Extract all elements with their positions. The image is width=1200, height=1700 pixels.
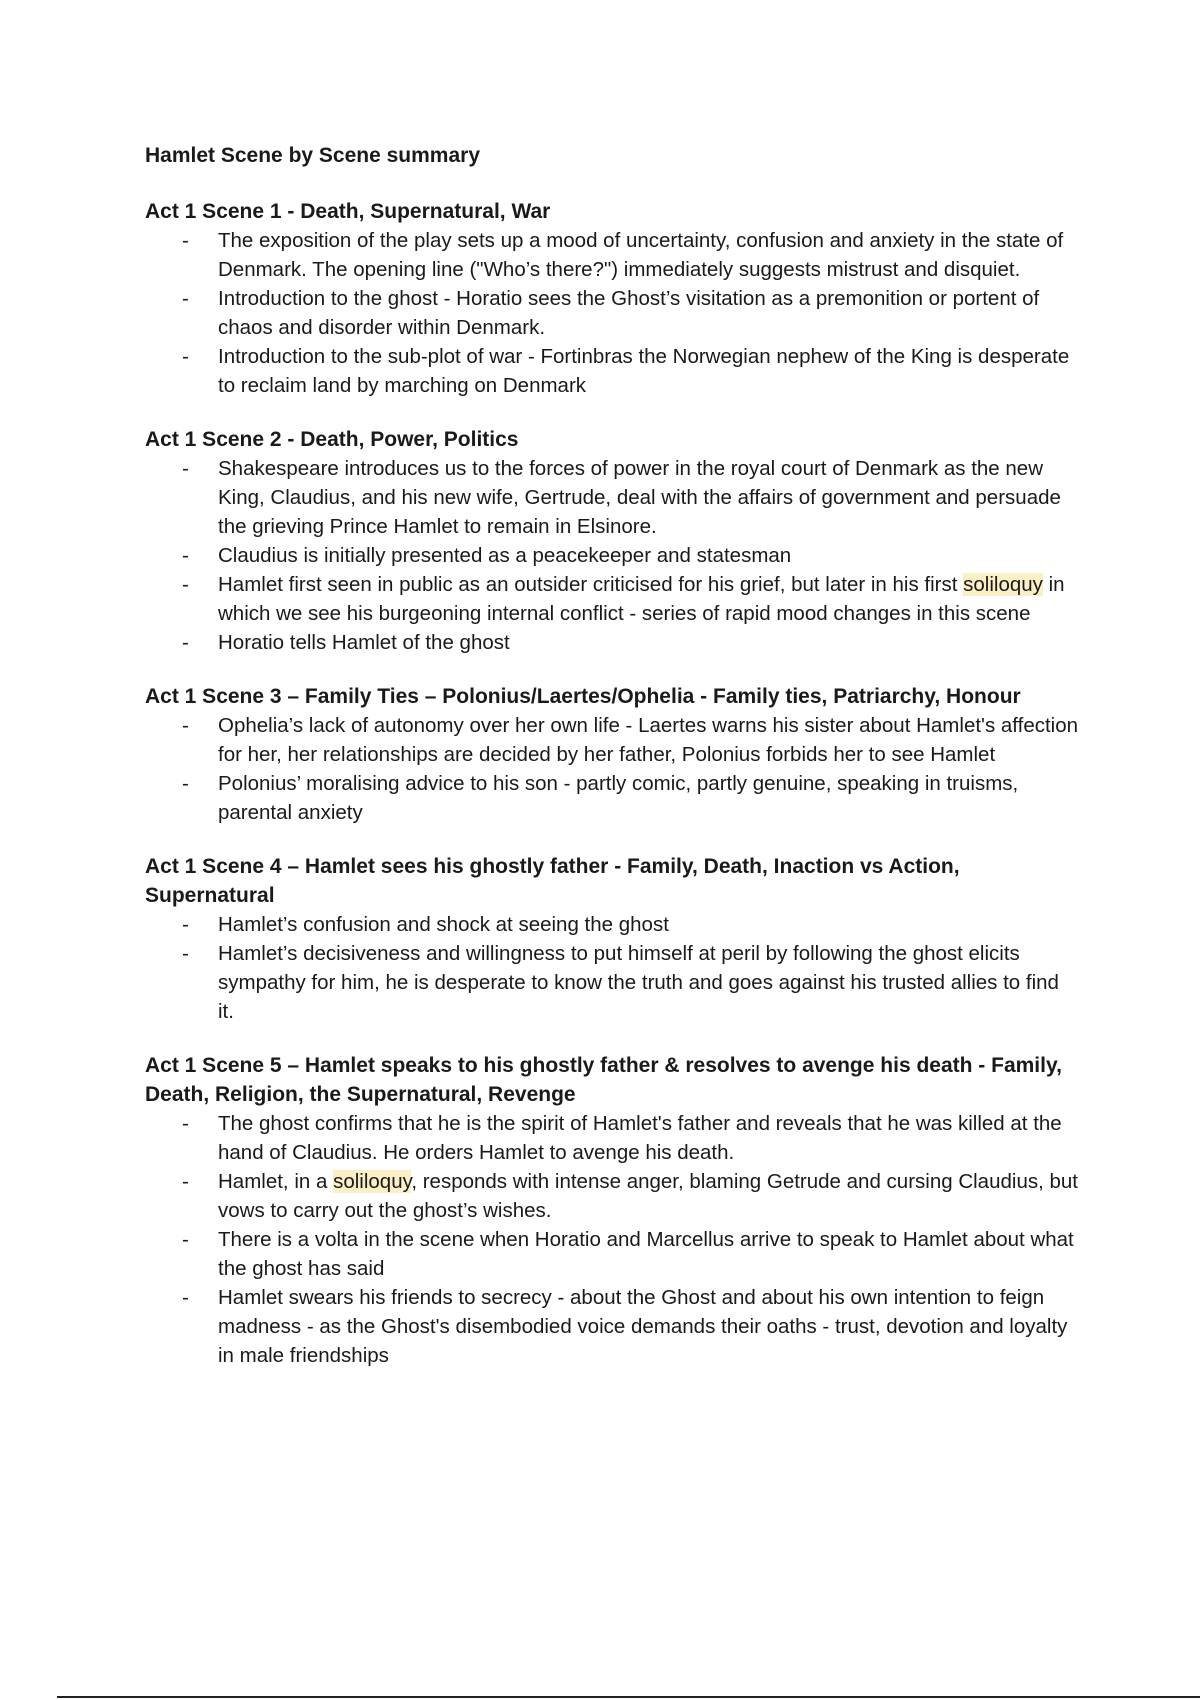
bullet-dash: - [182,913,189,936]
section-heading: Act 1 Scene 2 - Death, Power, Politics [145,428,519,451]
bullet-list [145,1109,1080,1370]
bullet-item: - Claudius is initially presented as a peacekeeper and statesman [145,541,1080,570]
bullet-item: - Hamlet swears his friends to secrecy - about the Ghost and about his own intention to feign madness - as the Ghost's disembodied voice demands their oaths - trust, devotion and loyalty in male friendships [145,1283,1080,1370]
bullet-item: - There is a volta in the scene when Horatio and Marcellus arrive to speak to Hamlet about what the ghost has said [145,1225,1080,1283]
bullet-dash: - [182,942,189,965]
bullet-item: - Hamlet’s confusion and shock at seeing the ghost [145,910,1080,939]
document-title: Hamlet Scene by Scene summary [145,144,480,167]
bullet-item: - Ophelia’s lack of autonomy over her own life - Laertes warns his sister about Hamlet's affection for her, her relationships are decided by her father, Polonius forbids her to see Hamlet [145,711,1080,769]
scene-section [145,197,1080,400]
scene-section [145,425,1080,657]
bullet-dash: - [182,345,189,368]
bullet-item: - Horatio tells Hamlet of the ghost [145,628,1080,657]
bullet-dash: - [182,631,189,654]
bullet-item: - Hamlet first seen in public as an outsider criticised for his grief, but later in his first soliloquy in which we see his burgeoning internal conflict - series of rapid mood changes in this scene [145,570,1080,628]
bullet-dash: - [182,1170,189,1193]
bullet-dash: - [182,544,189,567]
bullet-dash: - [182,457,189,480]
section-heading: Act 1 Scene 3 – Family Ties – Polonius/Laertes/Ophelia - Family ties, Patriarchy, Honour [145,685,1021,708]
bullet-dash: - [182,573,189,596]
bullet-dash: - [182,287,189,310]
scene-section [145,1051,1080,1370]
scene-section [145,682,1080,827]
highlighted-term: soliloquy [963,573,1043,596]
bullet-dash: - [182,1228,189,1251]
bullet-item: - The ghost confirms that he is the spirit of Hamlet's father and reveals that he was killed at the hand of Claudius. He orders Hamlet to avenge his death. [145,1109,1080,1167]
footer-divider [57,1696,1200,1698]
section-heading: Act 1 Scene 5 – Hamlet speaks to his ghostly father & resolves to avenge his death - Family, Death, Religion, the Supernatural, Revenge [145,1054,1062,1106]
bullet-item: - Introduction to the sub-plot of war - Fortinbras the Norwegian nephew of the King is desperate to reclaim land by marching on Denmark [145,342,1080,400]
bullet-dash: - [182,1286,189,1309]
bullet-item: - Shakespeare introduces us to the forces of power in the royal court of Denmark as the new King, Claudius, and his new wife, Gertrude, deal with the affairs of government and persuade the grieving Prince Hamlet to remain in Elsinore. [145,454,1080,541]
scene-section [145,852,1080,1026]
bullet-dash: - [182,714,189,737]
bullet-dash: - [182,1112,189,1135]
section-heading: Act 1 Scene 4 – Hamlet sees his ghostly father - Family, Death, Inaction vs Action, Supernatural [145,855,960,907]
section-heading: Act 1 Scene 1 - Death, Supernatural, War [145,200,551,223]
document-page [145,140,1080,1395]
highlighted-term: soliloquy [333,1170,412,1193]
bullet-list [145,910,1080,1026]
bullet-list [145,711,1080,827]
sections-container [145,197,1080,1370]
bullet-dash: - [182,772,189,795]
bullet-item: - The exposition of the play sets up a mood of uncertainty, confusion and anxiety in the state of Denmark. The opening line ("Who’s there?") immediately suggests mistrust and disquiet. [145,226,1080,284]
bullet-item: - Hamlet, in a soliloquy, responds with intense anger, blaming Getrude and cursing Claudius, but vows to carry out the ghost’s wishes. [145,1167,1080,1225]
bullet-list [145,226,1080,400]
bullet-dash: - [182,229,189,252]
bullet-item: - Polonius’ moralising advice to his son - partly comic, partly genuine, speaking in truisms, parental anxiety [145,769,1080,827]
bullet-list [145,454,1080,657]
bullet-item: - Introduction to the ghost - Horatio sees the Ghost’s visitation as a premonition or portent of chaos and disorder within Denmark. [145,284,1080,342]
bullet-item: - Hamlet’s decisiveness and willingness to put himself at peril by following the ghost elicits sympathy for him, he is desperate to know the truth and goes against his trusted allies to find it. [145,939,1080,1026]
